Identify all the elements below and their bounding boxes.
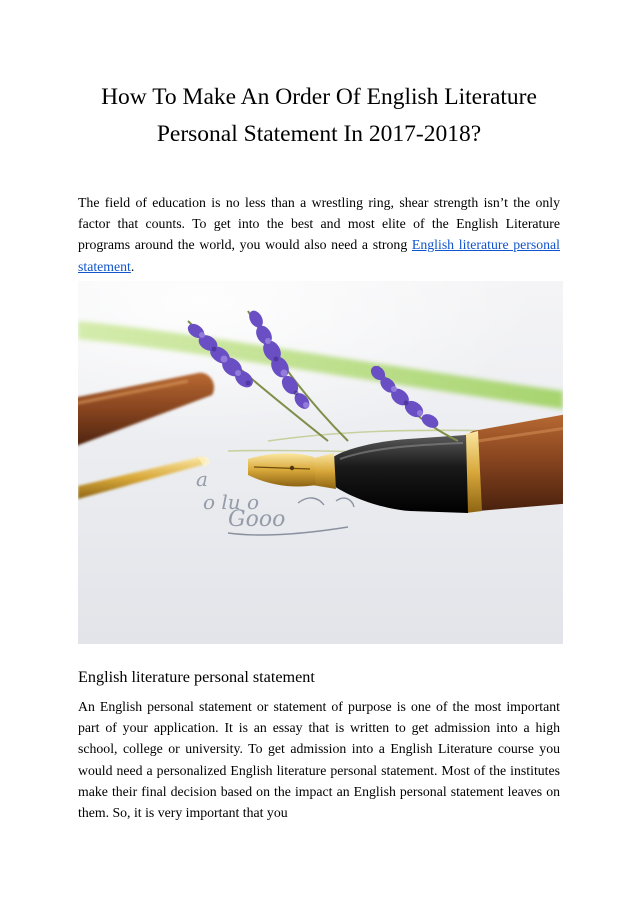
intro-after-link: . <box>130 258 135 274</box>
intro-text: The field of education is no less than a wrestling ring, shear strength isn’t the only factor that counts. To get into the best and most elite of the English Literature programs around the world, you would also need a strong <box>78 195 560 253</box>
handwriting-line-2: o lu o <box>203 490 260 514</box>
intro-paragraph <box>78 192 560 277</box>
fountain-pen-lavender-photo <box>78 281 563 644</box>
personal-statement-link[interactable]: English literature personal statement <box>78 237 560 274</box>
handwriting-line-3: Gooo <box>228 507 286 532</box>
section-heading: English literature personal statement <box>78 668 315 686</box>
body-paragraph: An English personal statement or statement of purpose is one of the most important part of your application. It is an essay that is written to get admission into a high school, college or university. To get admission into a English Literature course you would need a personalized English literature personal statement. Most of the institutes make their final decision based on the impact an English personal statement leaves on them. So, it is very important that you <box>78 699 560 821</box>
handwriting-line-1: a <box>196 467 208 491</box>
page-title: How To Make An Order Of English Literature Personal Statement In 2017-2018? <box>101 84 537 147</box>
